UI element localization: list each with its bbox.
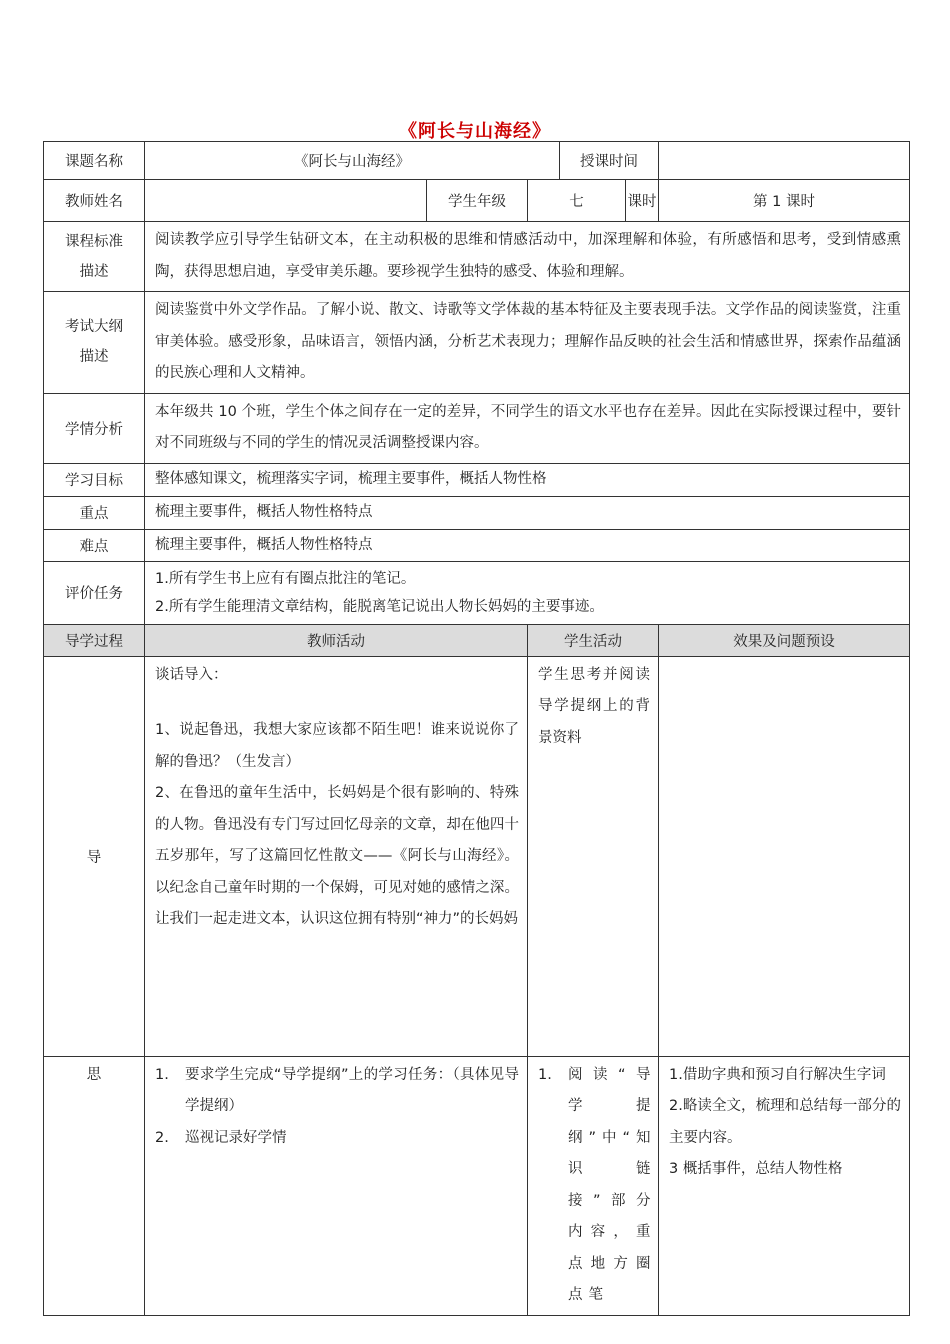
evaluation-text xyxy=(145,561,910,624)
info-row-teacher xyxy=(44,180,910,222)
stage-si-student-num: 1. xyxy=(538,1066,552,1083)
lesson-plan-table xyxy=(43,141,910,1316)
period-value: 第 1 课时 xyxy=(659,180,910,222)
stage-dao-student: 学生思考并阅读导学提纲上的背景资料 xyxy=(528,656,659,1056)
teacher-label: 教师姓名 xyxy=(44,180,145,222)
goal-row xyxy=(44,463,910,496)
stage-si-teacher-list xyxy=(155,1060,519,1155)
stage-si-teacher xyxy=(145,1056,528,1315)
topic-value: 《阿长与山海经》 xyxy=(145,142,560,180)
key-text: 梳理主要事件，概括人物性格特点 xyxy=(145,496,910,529)
exam-label-line2: 描述 xyxy=(79,349,109,366)
stage-dao-effect xyxy=(659,656,910,1056)
process-header-row xyxy=(44,624,910,656)
stage-si-effect-3: 3 概括事件，总结人物性格 xyxy=(669,1161,843,1177)
period-label xyxy=(626,180,659,222)
stage-si-teacher-item-1 xyxy=(155,1060,519,1123)
stage-dao-teacher-intro: 谈话导入： xyxy=(155,666,228,683)
topic-label: 课题名称 xyxy=(44,142,145,180)
stage-si-teacher-num-1: 1. xyxy=(155,1066,169,1083)
stage-si-teacher-item-2 xyxy=(155,1123,519,1155)
process-header-student: 学生活动 xyxy=(528,624,659,656)
evaluation-item-2: 2.所有学生能理清文章结构，能脱离笔记说出人物长妈妈的主要事迹。 xyxy=(155,598,604,615)
stage-si-row xyxy=(44,1056,910,1315)
stage-dao-row xyxy=(44,656,910,1056)
difficulty-text: 梳理主要事件，概括人物性格特点 xyxy=(145,529,910,561)
teacher-value xyxy=(145,180,427,222)
stage-dao-teacher-p1: 1、说起鲁迅，我想大家应该都不陌生吧！谁来说说你了解的鲁迅？（生发言） xyxy=(155,722,519,770)
stage-si-teacher-text-2: 巡视记录好学情 xyxy=(185,1129,287,1146)
time-label: 授课时间 xyxy=(560,142,659,180)
evaluation-item-1: 1.所有学生书上应有有圈点批注的笔记。 xyxy=(155,570,416,587)
time-value xyxy=(659,142,910,180)
grade-label: 学生年级 xyxy=(427,180,528,222)
info-row-topic xyxy=(44,142,910,180)
standard-label-line1: 课程标准 xyxy=(65,233,123,250)
stage-dao-teacher-p2: 2、在鲁迅的童年生活中，长妈妈是个很有影响的、特殊的人物。鲁迅没有专门写过回忆母亲的文章，却在他四十五岁那年，写了这篇回忆性散文——《阿长与山海经》。以纪念自己童年时期的一个保姆，可见对她的感情之深。让我们一起走进文本，认识这位拥有特别“神力”的长妈妈 xyxy=(155,785,519,927)
stage-si-effect-1: 1.借助字典和预习自行解决生字词 xyxy=(669,1066,886,1083)
stage-si-student xyxy=(528,1056,659,1315)
standard-row xyxy=(44,222,910,292)
standard-text: 阅读教学应引导学生钻研文本，在主动积极的思维和情感活动中，加深理解和体验，有所感悟和思考，受到情感熏陶，获得思想启迪，享受审美乐趣。要珍视学生独特的感受、体验和理解。 xyxy=(145,222,910,292)
goal-label: 学习目标 xyxy=(44,463,145,496)
stage-si-student-list xyxy=(538,1060,657,1312)
analysis-label: 学情分析 xyxy=(44,393,145,463)
stage-si-effect xyxy=(659,1056,910,1315)
document-title: 《阿长与山海经》 xyxy=(399,121,551,142)
stage-dao-label: 导 xyxy=(44,656,145,1056)
evaluation-label: 评价任务 xyxy=(44,561,145,624)
stage-si-student-text: 阅读“导学提纲”中“知识链接”部分内容，重点地方圈点笔 xyxy=(568,1066,657,1303)
stage-si-student-item-1 xyxy=(538,1060,657,1312)
stage-si-label: 思 xyxy=(44,1056,145,1315)
difficulty-label: 难点 xyxy=(44,529,145,561)
analysis-text: 本年级共 10 个班，学生个体之间存在一定的差异，不同学生的语文水平也存在差异。因此在实际授课过程中，要针对不同班级与不同的学生的情况灵活调整授课内容。 xyxy=(145,393,910,463)
process-header-effect: 效果及问题预设 xyxy=(659,624,910,656)
process-header-stage: 导学过程 xyxy=(44,624,145,656)
key-label: 重点 xyxy=(44,496,145,529)
stage-dao-teacher xyxy=(145,656,528,1056)
evaluation-row xyxy=(44,561,910,624)
stage-si-effect-2: 2.略读全文，梳理和总结每一部分的主要内容。 xyxy=(669,1098,901,1146)
difficulty-row xyxy=(44,529,910,561)
exam-text: 阅读鉴赏中外文学作品。了解小说、散文、诗歌等文学体裁的基本特征及主要表现手法。文学作品的阅读鉴赏，注重审美体验。感受形象，品味语言，领悟内涵，分析艺术表现力；理解作品反映的社会生活和情感世界，探索作品蕴涵的民族心理和人文精神。 xyxy=(145,292,910,394)
grade-value: 七 xyxy=(528,180,626,222)
exam-label-line1: 考试大纲 xyxy=(65,319,123,336)
exam-row xyxy=(44,292,910,394)
period-label-text: 课时 xyxy=(627,194,657,210)
analysis-row xyxy=(44,393,910,463)
exam-label xyxy=(44,292,145,394)
standard-label xyxy=(44,222,145,292)
standard-label-line2: 描述 xyxy=(79,263,109,280)
stage-si-teacher-text-1: 要求学生完成“导学提纲”上的学习任务：（具体见导学提纲） xyxy=(185,1066,519,1114)
process-header-teacher: 教师活动 xyxy=(145,624,528,656)
key-row xyxy=(44,496,910,529)
stage-si-teacher-num-2: 2. xyxy=(155,1129,169,1146)
goal-text: 整体感知课文，梳理落实字词，梳理主要事件，概括人物性格 xyxy=(145,463,910,496)
